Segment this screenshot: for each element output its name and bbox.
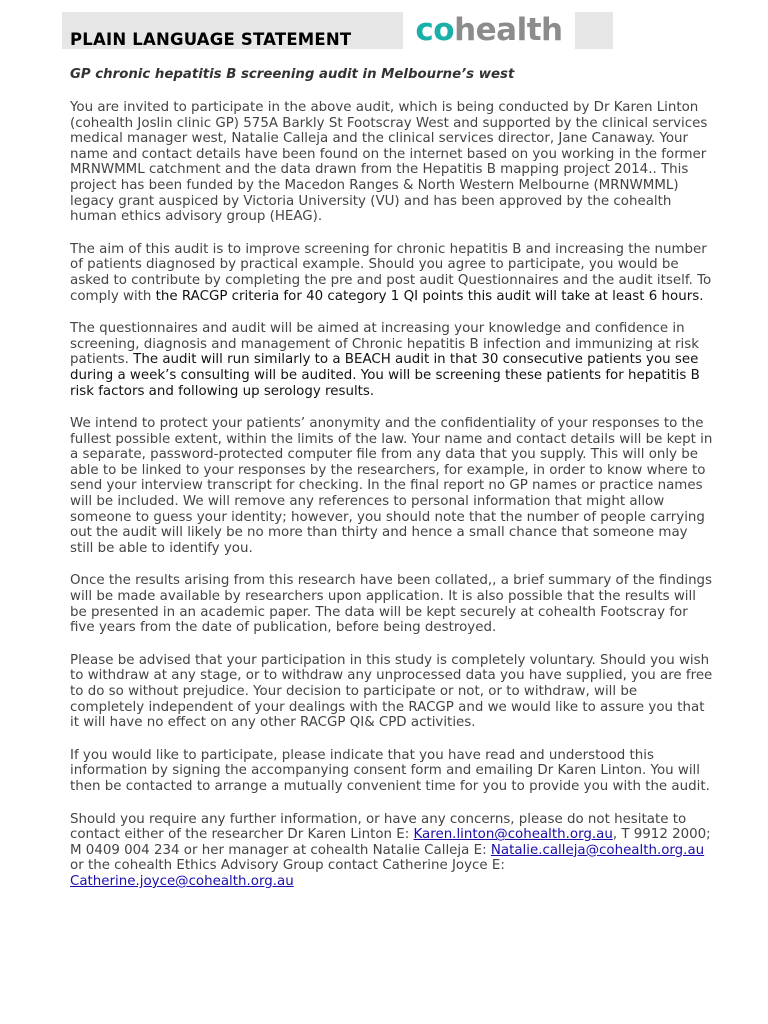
email-link-natalie[interactable]: Natalie.calleja@cohealth.org.au xyxy=(490,842,705,858)
email-link-karen[interactable]: Karen.linton@cohealth.org.au xyxy=(413,827,613,843)
aim-racgp-criteria: the RACGP criteria for 40 category 1 QI points this audit will take at least 6 hours. xyxy=(155,288,704,304)
paragraph-results: Once the results arising from this research have been collated,, a brief summary of the findings will be made available by researchers upon application. It is also possible that the results will be presented in an academic paper. The data will be kept securely at cohealth Footscray for five years from the date of publication, before being destroyed. xyxy=(70,573,713,636)
aim-text: The aim of this audit is to improve screening for chronic hepatitis B and increasing the number of patients diagnosed by practical example. Should you agree to participate, you would be asked to contribute by completing the pre and post audit Questionnaires and the audit itself. To comply with xyxy=(70,241,712,304)
paragraph-questionnaires xyxy=(70,321,715,399)
logo-health: health xyxy=(454,12,563,48)
questionnaires-beach-audit: The audit will run similarly to a BEACH audit in that 30 consecutive patients you see during a week’s consulting will be audited. You will be screening these patients for hepatitis B risk factors and following up serology results. xyxy=(70,352,700,399)
paragraph-participate: If you would like to participate, please indicate that you have read and understood this information by signing the accompanying consent form and emailing Dr Karen Linton. You will then be contacted to arrange a mutually convenient time for you to provide you with the audit. xyxy=(70,747,710,794)
contact-text-3: or the cohealth Ethics Advisory Group contact Catherine Joyce E: xyxy=(70,858,505,874)
document-subtitle: GP chronic hepatitis B screening audit in Melbourne’s west xyxy=(70,67,515,82)
paragraph-invitation: You are invited to participate in the above audit, which is being conducted by Dr Karen Linton (cohealth Joslin clinic GP) 575A Barkly St Footscray West and supported by the clinical services medical manager west, Natalie Calleja and the clinical services director, Jane Canaway. Your name and contact details have been found on the internet based on you working in the former MRNWMML catchment and the data drawn from the Hepatitis B mapping project 2014.. This project has been funded by the Macedon Ranges & North Western Melbourne (MRNWMML) legacy grant auspiced by Victoria University (VU) and has been approved by the cohealth human ethics advisory group (HEAG). xyxy=(70,100,708,225)
questionnaires-text: The questionnaires and audit will be aimed at increasing your knowledge and confidence in screening, diagnosis and management of Chronic hepatitis B infection and immunizing at risk patients. xyxy=(70,321,699,368)
logo-co: co xyxy=(415,12,455,48)
paragraph-voluntary: Please be advised that your participation in this study is completely voluntary. Should you wish to withdraw at any stage, or to withdraw any unprocessed data you have supplied, you are free to do so without prejudice. Your decision to participate or not, or to withdraw, will be completely independent of your dealings with the RACGP and we would like to assure you that it will have no effect on any other RACGP QI& CPD activities. xyxy=(70,652,713,731)
email-link-catherine[interactable]: Catherine.joyce@cohealth.org.au xyxy=(70,873,294,889)
paragraph-contact xyxy=(70,812,715,890)
paragraph-aim xyxy=(70,242,715,304)
contact-text-1: Should you require any further information, or have any concerns, please do not hesitate to contact either of the researcher Dr Karen Linton E: xyxy=(70,811,687,843)
document-body xyxy=(70,100,715,907)
header-bar xyxy=(62,12,613,49)
paragraph-confidentiality: We intend to protect your patients’ anonymity and the confidentiality of your responses to the fullest possible extent, within the limits of the law. Your name and contact details will be kept in a separate, password-protected computer file from any data that you supply. This will only be able to be linked to your responses by the researchers, for example, in order to know where to send your interview transcript for checking. In the final report no GP names or practice names will be included. We will remove any references to personal information that might allow someone to guess your identity; however, you should note that the number of people carrying out the audit will likely be no more than thirty and hence a small chance that someone may still be able to identify you. xyxy=(70,416,713,556)
cohealth-logo xyxy=(403,12,575,49)
page-title: PLAIN LANGUAGE STATEMENT xyxy=(70,30,352,49)
contact-text-2: , T 9912 2000; M 0409 004 234 or her manager at cohealth Natalie Calleja E: xyxy=(70,827,711,858)
